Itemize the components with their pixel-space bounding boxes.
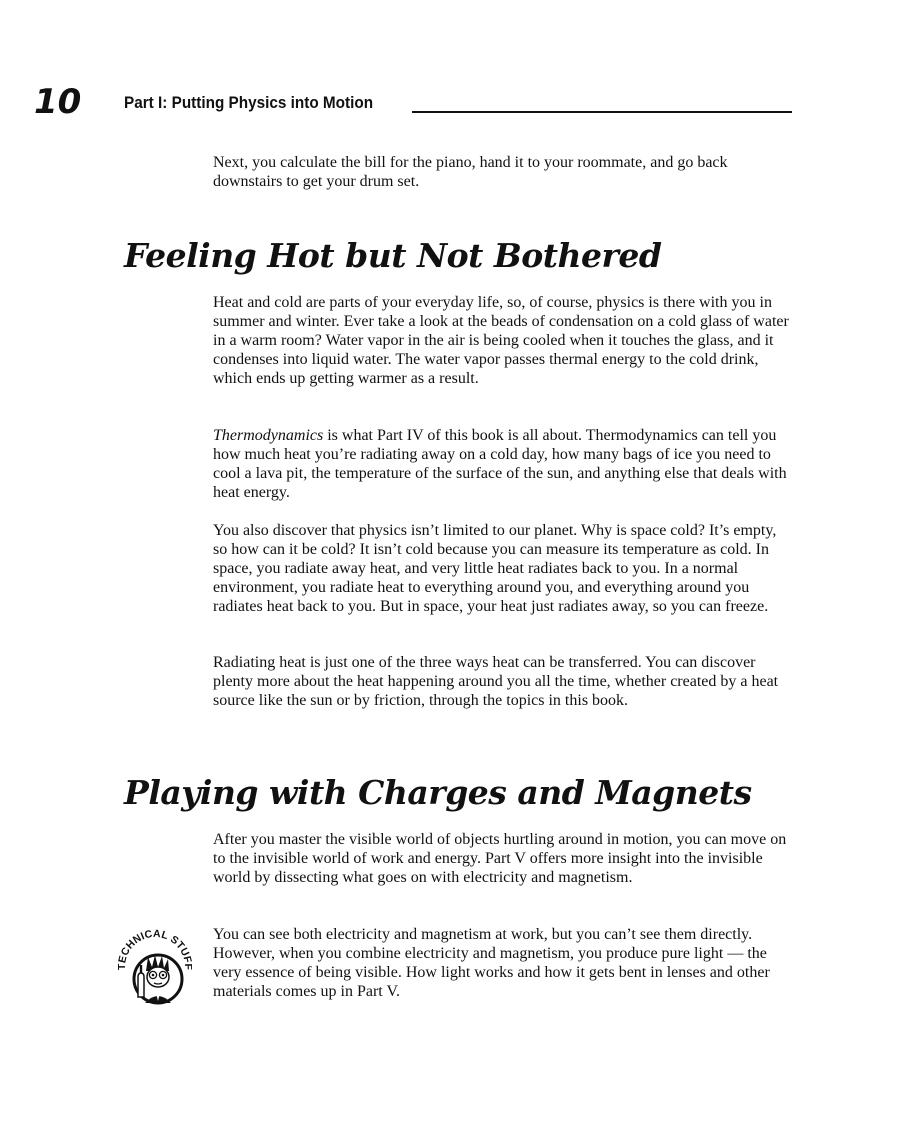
- technical-stuff-icon: [118, 923, 192, 1007]
- section-title-charges-magnets: Playing with Charges and Magnets: [124, 773, 752, 812]
- section1-paragraph-3: You also discover that physics isn’t limited to our planet. Why is space cold? It’s empty, so how can it be cold? It isn’t cold because you can measure its temperature as cold. In space, you radiate away heat, and very little heat radiates back to you. In a normal environment, you radiate heat to everything around you, and everything around you radiates heat back to you. But in space, your heat just radiates away, so you can freeze.: [213, 522, 777, 615]
- section-title-feeling-hot: Feeling Hot but Not Bothered: [124, 236, 662, 275]
- section1-paragraph-1: Heat and cold are parts of your everyday life, so, of course, physics is there with you in summer and winter. Ever take a look at the beads of condensation on a cold glass of water in a warm room? Water vapor in the air is being cooled when it touches the glass, and it condenses into liquid water. The water vapor passes thermal energy to the cold drink, which ends up getting warmer as a result.: [213, 294, 789, 387]
- section1-paragraph-2: [213, 426, 793, 502]
- intro-paragraph: Next, you calculate the bill for the piano, hand it to your roommate, and go back downstairs to get your drum set.: [213, 154, 728, 190]
- svg-text:TECHNICAL STUFF: CHNICAL STU: [118, 927, 192, 959]
- page-header: [34, 82, 794, 122]
- section2-paragraph-1: After you master the visible world of objects hurtling around in motion, you can move on to the invisible world of work and energy. Part V offers more insight into the invisible world by dissecting what goes on with electricity and magnetism.: [213, 831, 787, 886]
- section1-paragraph-4: Radiating heat is just one of the three ways heat can be transferred. You can discover plenty more about the heat happening around you all the time, whether created by a heat source like the sun or by friction, through the topics in this book.: [213, 654, 779, 709]
- section2-paragraph-2: You can see both electricity and magnetism at work, but you can’t see them directly. However, when you combine electricity and magnetism, you produce pure light — the very essence of being visible. How light works and how it gets bent in lenses and other materials comes up in Part V.: [213, 926, 770, 1000]
- running-head: Part I: Putting Physics into Motion: [124, 93, 374, 112]
- term-thermodynamics: Thermodynamics: [213, 427, 324, 444]
- page-number: 10: [34, 82, 82, 122]
- section1-paragraph-2-text: is what Part IV of this book is all about. Thermodynamics can tell you how much heat you’re radiating away on a cold day, how many bags of ice you need to cool a lava pit, the temperature of the surface of the sun, and anything else that deals with heat energy.: [213, 427, 787, 501]
- header-rule: [412, 111, 792, 113]
